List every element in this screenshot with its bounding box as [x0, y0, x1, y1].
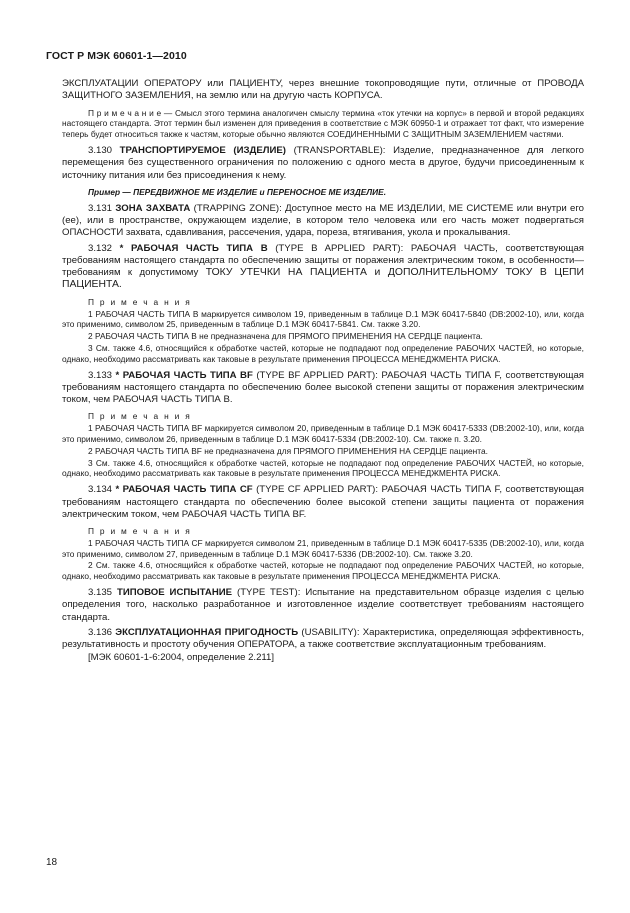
- note-item: 2 РАБОЧАЯ ЧАСТЬ ТИПА В не предназначена для ПРЯМОГО ПРИМЕНЕНИЯ НА СЕРДЦЕ пациента.: [88, 331, 483, 342]
- section-term: ЭКСПЛУАТАЦИОННАЯ ПРИГОДНОСТЬ: [115, 626, 299, 638]
- section-text-tail: ТОКУ УТЕЧКИ НА ПАЦИЕНТА и ДОПОЛНИТЕЛЬНОМУ ТОКУ В ЦЕПИ ПАЦИЕНТА.: [62, 267, 584, 291]
- note-item: 2 РАБОЧАЯ ЧАСТЬ ТИПА BF не предназначена для ПРЯМОГО ПРИМЕНЕНИЯ НА СЕРДЦЕ пациента.: [88, 445, 488, 456]
- section-text: (TRANSPORTABLE): Изделие, предназначенное для легкого перемещения без существенного ограничения по положению с одного места в другое, будучи присоединенным к источнику питания или без присоединения к нему.: [62, 144, 584, 181]
- section-text: (TYPE TEST): Испытание на представительном образце изделия с целью определения того, насколько разработанное и изготовленное изделие соответствует требованиям настоящего стандарта.: [62, 587, 584, 623]
- page-content: [62, 78, 584, 664]
- section-number: 3.136: [88, 626, 113, 638]
- section-term: * РАБОЧАЯ ЧАСТЬ ТИПА В: [119, 242, 268, 254]
- note-label: П р и м е ч а н и е —: [88, 107, 173, 118]
- section-term: ЗОНА ЗАХВАТА: [115, 202, 191, 214]
- note-item: 1 РАБОЧАЯ ЧАСТЬ ТИПА CF маркируется символом 21, приведенным в таблице D.1 МЭК 60417-5335 (DB:2002-10), или, когда это применимо, символом 27, приведенным в таблице D.1 МЭК 60417-5336 (DB:2002-10). См. также 3.20.: [62, 537, 584, 559]
- page-header: ГОСТ Р МЭК 60601-1—2010: [46, 50, 187, 62]
- section-3-134: [62, 484, 584, 521]
- notes-heading: П р и м е ч а н и я: [88, 526, 192, 537]
- note-item: 1 РАБОЧАЯ ЧАСТЬ ТИПА BF маркируется символом 20, приведенным в таблице D.1 МЭК 60417-5333 (DB:2002-10), или, когда это применимо, символом 26, приведенным в таблице D.1 МЭК 60417-5334 (DB:2002-10). См. также п. 3.20.: [62, 423, 584, 445]
- note-item: 3 См. также 4.6, относящийся к обработке частей, которые не подпадают под определение РАБОЧИХ ЧАСТЕЙ, но которые, однако, необходимо рассматривать как таковые в результате применения ПРОЦЕССА МЕНЕДЖМЕНТА РИСКА.: [62, 457, 584, 479]
- notes-heading: П р и м е ч а н и я: [88, 296, 192, 307]
- section-3-130: [62, 145, 584, 182]
- reference-line: [МЭК 60601-1-6:2004, определение 2.211]: [88, 651, 275, 663]
- note-item: 1 РАБОЧАЯ ЧАСТЬ ТИПА В маркируется символом 19, приведенным в таблице D.1 МЭК 60417-5840 (DB:2002-10), или, когда это применимо, символом 25, приведенным в таблице D.1 МЭК 60417-5841. См. также 3.20.: [62, 308, 584, 330]
- section-3-132: [62, 243, 584, 292]
- section-text: (TYPE B APPLIED PART): РАБОЧАЯ ЧАСТЬ, соответствующая требованиям настоящего стандарта по обеспечению защиты от поражения электрическим током, в особенности— требованиям к допустимому: [62, 242, 584, 279]
- section-3-133: [62, 370, 584, 407]
- section-number: 3.133: [88, 369, 113, 381]
- section-3-136: [62, 627, 584, 652]
- note-paragraph: [62, 108, 584, 140]
- section-text: (TYPE BF APPLIED PART): РАБОЧАЯ ЧАСТЬ ТИПА F, соответствующая требованиям настоящего стандарта по обеспечению более высокой степени защиты от поражения электрическим током, чем РАБОЧАЯ ЧАСТЬ ТИПА В.: [62, 369, 585, 406]
- section-number: 3.135: [88, 587, 113, 599]
- section-term: ТИПОВОЕ ИСПЫТАНИЕ: [116, 587, 233, 599]
- section-number: 3.131: [88, 202, 113, 214]
- page-number: 18: [46, 857, 58, 868]
- section-text: (USABILITY): Характеристика, определяющая эффективность, результативность и простоту обучения ОПЕРАТОРА, а также соответствие эксплуатационным требованиям.: [62, 626, 584, 651]
- note-item: 3 См. также 4.6, относящийся к обработке частей, которые не подпадают под определение РАБОЧИХ ЧАСТЕЙ, но которые, однако, необходимо рассматривать как таковые в результате применения ПРОЦЕССА МЕНЕДЖМЕНТА РИСКА.: [62, 342, 584, 364]
- section-number: 3.130: [88, 144, 113, 156]
- note-item: 2 См. также 4.6, относящийся к обработке частей, которые не подпадают под определение РАБОЧИХ ЧАСТЕЙ, но которые, однако, необходимо рассматривать как таковые в результате применения ПРОЦЕССА МЕНЕДЖМЕНТА РИСКА.: [62, 560, 584, 582]
- note-text: Смысл этого термина аналогичен смыслу термина «ток утечки на корпус» в первой и второй редакциях настоящего стандарта. Этот термин был изменен для приведения в соответствие с МЭК 60950-1 и отражает тот факт, что измерение теперь будет относиться также к частям, которые обычно являются СОЕДИНЕННЫМИ С ЗАЩИТНЫМ ЗАЗЕМЛЕНИЕМ частями.: [62, 107, 584, 140]
- section-3-131: [62, 203, 584, 240]
- section-number: 3.134: [88, 484, 113, 496]
- section-term: ТРАНСПОРТИРУЕМОЕ (ИЗДЕЛИЕ): [119, 144, 286, 156]
- section-term: * РАБОЧАЯ ЧАСТЬ ТИПА CF: [115, 484, 253, 496]
- section-text: (TRAPPING ZONE): Доступное место на МЕ ИЗДЕЛИИ, МЕ СИСТЕМЕ или внутри его (ее), или в пространстве, окружающем изделие, в котором тело человека или его часть может подвергаться ОПАСНОСТИ захвата, сдавливания, рассечения, удара, пореза, втягивания, укола и прокалывания.: [62, 202, 584, 239]
- continued-paragraph: ЭКСПЛУАТАЦИИ ОПЕРАТОРУ или ПАЦИЕНТУ, через внешние токопроводящие пути, отличные от ПРОВОДА ЗАЩИТНОГО ЗАЗЕМЛЕНИЯ, на землю или на другую часть КОРПУСА.: [62, 78, 584, 102]
- section-text: (TYPE CF APPLIED PART): РАБОЧАЯ ЧАСТЬ ТИПА F, соответствующая требованиям настоящего стандарта по обеспечению более высокой степени защиты пациента от поражения электрическим током, чем РАБОЧАЯ ЧАСТЬ ТИПА BF.: [62, 484, 585, 520]
- section-3-135: [62, 587, 584, 624]
- section-number: 3.132: [88, 242, 113, 254]
- example-line: Пример — ПЕРЕДВИЖНОЕ МЕ ИЗДЕЛИЕ и ПЕРЕНОСНОЕ МЕ ИЗДЕЛИЕ.: [88, 186, 387, 197]
- section-term: * РАБОЧАЯ ЧАСТЬ ТИПА BF: [115, 369, 253, 381]
- notes-heading: П р и м е ч а н и я: [88, 411, 192, 422]
